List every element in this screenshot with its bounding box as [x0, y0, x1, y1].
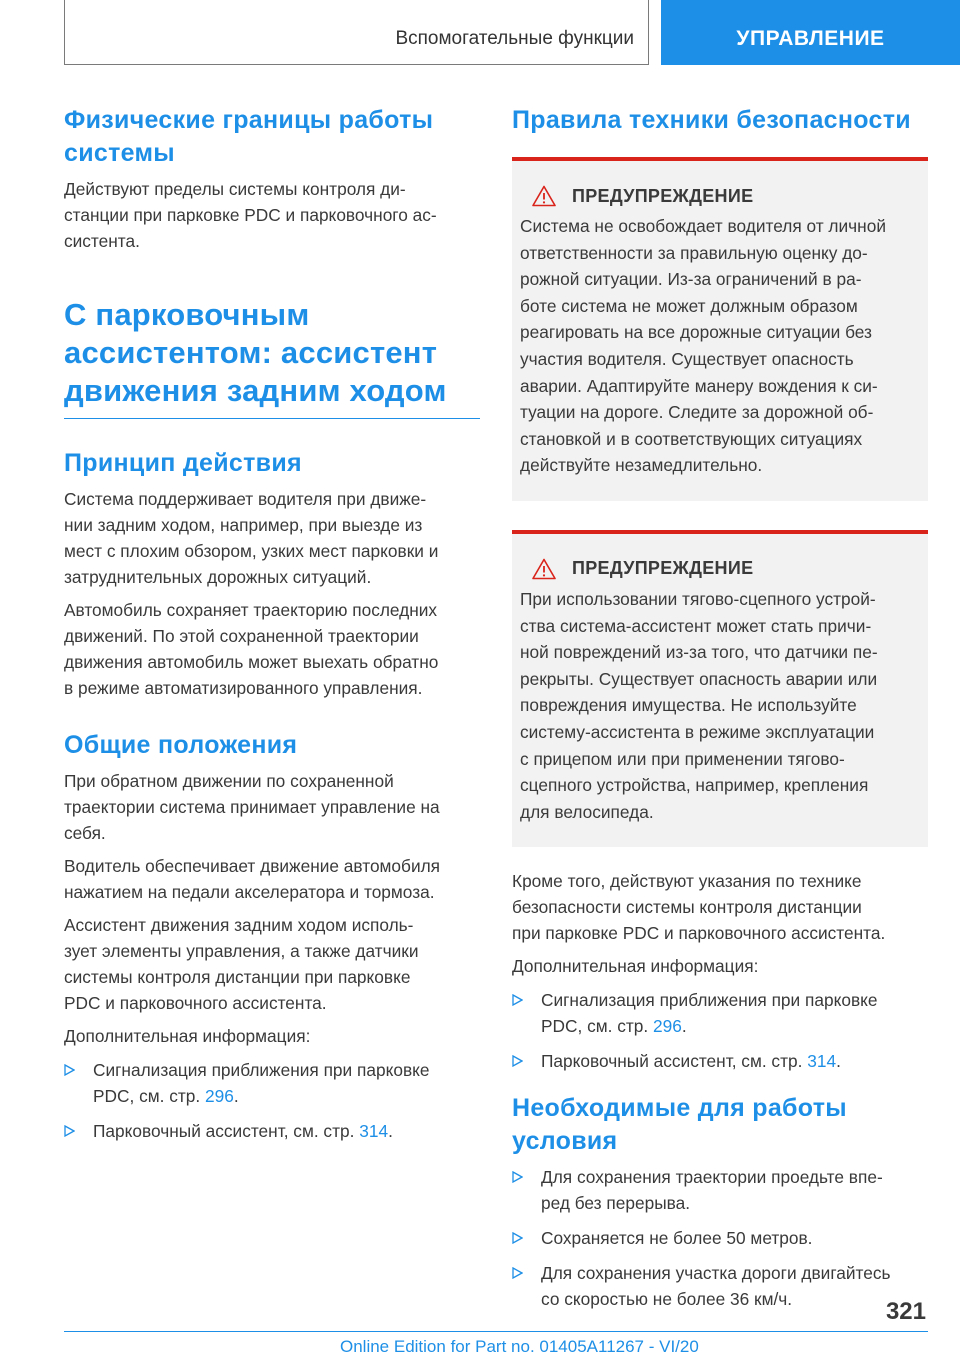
- requirements-list: [512, 1164, 928, 1312]
- triangle-bullet-icon: [64, 1125, 75, 1137]
- left-related-list: [64, 1057, 480, 1144]
- more-info-label: Дополнительная информация:: [64, 1026, 311, 1046]
- warning-triangle-icon: [532, 558, 556, 580]
- general-paragraph-2: Водитель обеспечивает движение автомобиля нажатием на педали акселератора и тормоза.: [64, 856, 441, 902]
- left-column: [64, 104, 480, 1153]
- warning-box-2: [512, 530, 928, 847]
- triangle-bullet-icon: [512, 1232, 523, 1244]
- general-paragraph-3: Ассистент движения задним ходом исполь- зует элементы управления, а также датчики системы контроля дистанции при парковке PDC и парковочного ассистента.: [64, 915, 419, 1013]
- list-item: Сигнализация приближения при парковке PDC, см. стр. 296.: [512, 987, 928, 1039]
- warning-text: При использовании тягово-сцепного устрой- ства система-ассистент может стать причи- ной повреждений из-за того, что датчики пе- рекрыты. Существует опасность аварии или повреждения имущества. Не используйте систему-ассистента в режиме эксплуатации с прицепом или при применении тягово- сцепного устройства, например, крепления для велосипеда.: [520, 588, 878, 822]
- principle-paragraph-1: Система поддерживает водителя при движе- нии задним ходом, например, при выезде из мест с плохим обзором, узких мест парковки и затруднительных дорожных ситуаций.: [64, 489, 439, 587]
- list-item: Для сохранения траектории проедьте впе- ред без перерыва.: [512, 1164, 928, 1216]
- warning-title: ПРЕДУПРЕЖДЕНИЕ: [572, 185, 754, 206]
- triangle-bullet-icon: [512, 1267, 523, 1279]
- list-item: Сигнализация приближения при парковке PDC, см. стр. 296.: [64, 1057, 480, 1109]
- triangle-bullet-icon: [512, 994, 523, 1006]
- triangle-bullet-icon: [512, 1055, 523, 1067]
- warning-text: Система не освобождает водителя от личной ответственности за правильную оценку до- рожной ситуации. Из-за ограничений в ра- боте система не может должным образом реагировать на все дорожные ситуации без участия водителя. Существует опасность аварии. Адаптируйте манеру вождения к си- туации на дороге. Следите за дорожной об- становкой и в соответствующих ситуациях действуйте незамедлительно.: [520, 216, 886, 476]
- triangle-bullet-icon: [64, 1064, 75, 1076]
- page-number: 321: [885, 1298, 926, 1325]
- header-section-title: Вспомогательные функции: [395, 28, 634, 49]
- list-item: Для сохранения участка дороги двигайтесь со скоростью не более 36 км/ч.: [512, 1260, 928, 1312]
- limits-heading: Физические границы работы системы: [64, 106, 434, 167]
- limits-text: Действуют пределы системы контроля ди- станции при парковке PDC и парковочного ас- систента.: [64, 179, 437, 251]
- right-related-list: [512, 987, 928, 1074]
- footer-divider: [64, 1331, 928, 1332]
- header-chapter-tab: [661, 0, 960, 65]
- general-heading: Общие положения: [64, 731, 298, 759]
- more-info-label: Дополнительная информация:: [512, 956, 759, 977]
- warning-title: ПРЕДУПРЕЖДЕНИЕ: [572, 558, 754, 579]
- safety-heading: Правила техники безопасности: [512, 106, 911, 134]
- page-link-296[interactable]: 296: [652, 1016, 682, 1037]
- principle-paragraph-2: Автомобиль сохраняет траекторию последних движений. По этой сохраненной траектории движения автомобиль может выехать обратно в режиме автоматизированного управления.: [64, 600, 439, 698]
- list-item: Парковочный ассистент, см. стр. 314.: [512, 1048, 928, 1074]
- list-item: Сохраняется не более 50 метров.: [512, 1225, 928, 1251]
- page-link-296[interactable]: 296: [204, 1086, 234, 1106]
- header-section-tab: [64, 0, 649, 65]
- right-column: [512, 104, 928, 1321]
- general-paragraph-1: При обратном движении по сохраненной траектории система принимает управление на себя.: [64, 771, 440, 843]
- footer-edition: Online Edition for Part no. 01405A11267 - VI/20: [340, 1337, 699, 1356]
- principle-heading: Принцип действия: [64, 449, 302, 477]
- triangle-bullet-icon: [512, 1171, 523, 1183]
- page-link-314[interactable]: 314: [807, 1051, 837, 1072]
- list-item: Парковочный ассистент, см. стр. 314.: [64, 1118, 480, 1144]
- page-link-314[interactable]: 314: [359, 1121, 389, 1141]
- warning-triangle-icon: [532, 185, 556, 207]
- main-heading: С парковочным ассистентом: ассистент движения задним ходом: [64, 296, 480, 419]
- warning-box-1: [512, 157, 928, 501]
- requirements-heading: Необходимые для работы условия: [512, 1094, 847, 1156]
- also-paragraph: Кроме того, действуют указания по технике безопасности системы контроля дистанции при парковке PDC и парковочного ассистента.: [512, 871, 886, 944]
- header-chapter-title: УПРАВЛЕНИЕ: [736, 27, 885, 50]
